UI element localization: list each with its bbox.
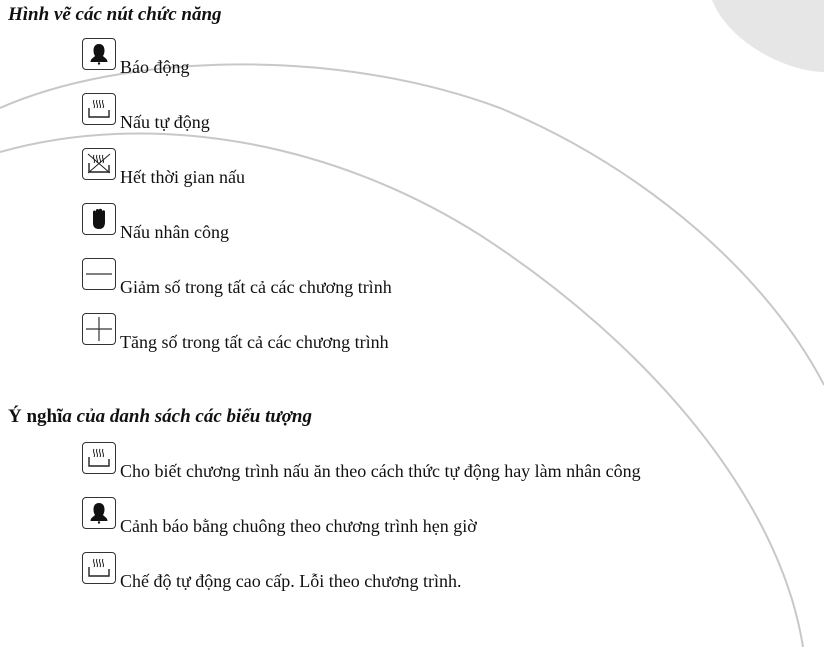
section-title-icon-meanings bbox=[8, 406, 312, 428]
auto-cook-icon bbox=[82, 552, 116, 584]
alarm-bell-icon bbox=[82, 497, 116, 529]
list-item-bell-alert bbox=[82, 497, 477, 536]
item-label: Chế độ tự động cao cấp. Lỗi theo chương trình. bbox=[120, 571, 462, 591]
minus-icon bbox=[82, 258, 116, 290]
list-item-manual-cook bbox=[82, 203, 229, 242]
list-item-advanced-auto bbox=[82, 552, 462, 591]
list-item-increase bbox=[82, 313, 389, 352]
title-upright-part: Ý nghĩ bbox=[8, 406, 63, 427]
item-label: Giảm số trong tất cả các chương trình bbox=[120, 277, 392, 297]
list-item-auto-cook bbox=[82, 93, 210, 132]
list-item-auto-or-manual bbox=[82, 442, 641, 481]
plus-icon bbox=[82, 313, 116, 345]
item-label: Tăng số trong tất cả các chương trình bbox=[120, 332, 389, 352]
list-item-cook-time-end bbox=[82, 148, 245, 187]
auto-cook-icon bbox=[82, 442, 116, 474]
item-label: Cảnh báo bằng chuông theo chương trình hẹn giờ bbox=[120, 516, 477, 536]
list-item-alarm bbox=[82, 38, 190, 77]
item-label: Báo động bbox=[120, 57, 190, 77]
list-item-decrease bbox=[82, 258, 392, 297]
section-title-function-buttons: Hình vẽ các nút chức năng bbox=[8, 4, 222, 25]
title-italic-part: a của danh sách các biểu tượng bbox=[62, 406, 312, 427]
item-label: Hết thời gian nấu bbox=[120, 167, 245, 187]
auto-cook-icon bbox=[82, 93, 116, 125]
alarm-bell-icon bbox=[82, 38, 116, 70]
item-label: Cho biết chương trình nấu ăn theo cách thức tự động hay làm nhân công bbox=[120, 461, 641, 481]
crescent-shape bbox=[712, 0, 824, 72]
item-label: Nấu nhân công bbox=[120, 222, 229, 242]
cook-time-end-icon bbox=[82, 148, 116, 180]
manual-hand-icon bbox=[82, 203, 116, 235]
item-label: Nấu tự động bbox=[120, 112, 210, 132]
